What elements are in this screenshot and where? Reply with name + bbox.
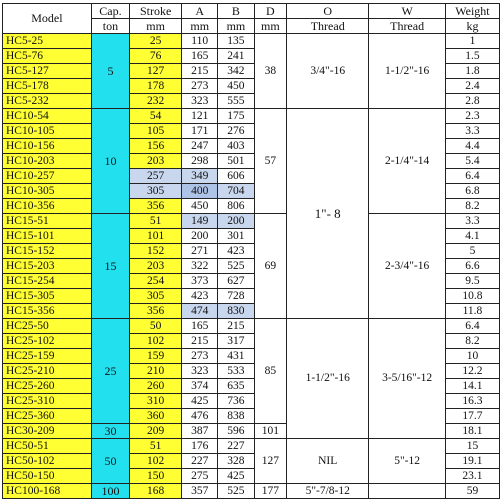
header-o: O — [287, 4, 369, 19]
a-cell: 423 — [182, 289, 218, 304]
model-cell: HC10-105 — [3, 124, 92, 139]
b-cell: 425 — [218, 469, 254, 484]
a-cell: 165 — [182, 319, 218, 334]
model-cell: HC25-102 — [3, 334, 92, 349]
a-cell: 374 — [182, 379, 218, 394]
w-thread-cell — [369, 484, 446, 499]
stroke-cell: 232 — [130, 94, 182, 109]
cap-cell: 30 — [91, 424, 129, 439]
weight-cell: 11.8 — [445, 304, 499, 319]
weight-cell: 19.1 — [445, 454, 499, 469]
d-cell: 38 — [254, 34, 287, 109]
header-weight: Weight — [445, 4, 499, 19]
header-cap-unit: ton — [91, 19, 129, 34]
a-cell: 121 — [182, 109, 218, 124]
model-cell: HC10-203 — [3, 154, 92, 169]
a-cell: 425 — [182, 394, 218, 409]
stroke-cell: 51 — [130, 439, 182, 454]
cap-cell: 5 — [91, 34, 129, 109]
model-cell: HC10-257 — [3, 169, 92, 184]
spec-table-wrapper — [2, 3, 500, 499]
a-cell: 349 — [182, 169, 218, 184]
model-cell: HC25-50 — [3, 319, 92, 334]
header-w: W — [369, 4, 446, 19]
model-cell: HC25-210 — [3, 364, 92, 379]
b-cell: 627 — [218, 274, 254, 289]
stroke-cell: 105 — [130, 124, 182, 139]
header-o-unit: Thread — [287, 19, 369, 34]
stroke-cell: 50 — [130, 319, 182, 334]
model-cell: HC100-168 — [3, 484, 92, 499]
stroke-cell: 25 — [130, 34, 182, 49]
b-cell: 838 — [218, 409, 254, 424]
stroke-cell: 159 — [130, 349, 182, 364]
o-thread-cell: 1-1/2"-16 — [287, 319, 369, 439]
weight-cell: 3.3 — [445, 124, 499, 139]
a-cell: 215 — [182, 64, 218, 79]
a-cell: 373 — [182, 274, 218, 289]
weight-cell: 9.5 — [445, 274, 499, 289]
a-cell: 273 — [182, 79, 218, 94]
table-row — [3, 484, 500, 499]
weight-cell: 6.4 — [445, 319, 499, 334]
model-cell: HC25-260 — [3, 379, 92, 394]
model-cell: HC25-159 — [3, 349, 92, 364]
weight-cell: 8.2 — [445, 199, 499, 214]
stroke-cell: 152 — [130, 244, 182, 259]
b-cell: 301 — [218, 229, 254, 244]
stroke-cell: 102 — [130, 334, 182, 349]
model-cell: HC10-356 — [3, 199, 92, 214]
weight-cell: 6.4 — [445, 169, 499, 184]
header-a-unit: mm — [182, 19, 218, 34]
table-row — [3, 439, 500, 454]
weight-cell: 59 — [445, 484, 499, 499]
model-cell: HC10-54 — [3, 109, 92, 124]
weight-cell: 5.4 — [445, 154, 499, 169]
stroke-cell: 209 — [130, 424, 182, 439]
a-cell: 322 — [182, 259, 218, 274]
weight-cell: 18.1 — [445, 424, 499, 439]
stroke-cell: 310 — [130, 394, 182, 409]
header-stroke: Stroke — [130, 4, 182, 19]
table-row — [3, 214, 500, 229]
a-cell: 215 — [182, 334, 218, 349]
a-cell: 171 — [182, 124, 218, 139]
model-cell: HC15-254 — [3, 274, 92, 289]
b-cell: 806 — [218, 199, 254, 214]
weight-cell: 2.8 — [445, 94, 499, 109]
weight-cell: 8.2 — [445, 334, 499, 349]
weight-cell: 6.8 — [445, 184, 499, 199]
header-model: Model — [3, 4, 92, 34]
d-cell: 57 — [254, 109, 287, 214]
d-cell: 101 — [254, 424, 287, 439]
model-cell: HC15-51 — [3, 214, 92, 229]
a-cell: 227 — [182, 454, 218, 469]
cap-cell: 25 — [91, 319, 129, 424]
a-cell: 387 — [182, 424, 218, 439]
stroke-cell: 178 — [130, 79, 182, 94]
cap-cell: 10 — [91, 109, 129, 214]
weight-cell: 15 — [445, 439, 499, 454]
header-stroke-unit: mm — [130, 19, 182, 34]
b-cell: 525 — [218, 259, 254, 274]
b-cell: 276 — [218, 124, 254, 139]
model-cell: HC15-356 — [3, 304, 92, 319]
model-cell: HC50-51 — [3, 439, 92, 454]
model-cell: HC30-209 — [3, 424, 92, 439]
b-cell: 533 — [218, 364, 254, 379]
model-cell: HC5-232 — [3, 94, 92, 109]
stroke-cell: 203 — [130, 259, 182, 274]
a-cell: 110 — [182, 34, 218, 49]
weight-cell: 4.1 — [445, 229, 499, 244]
b-cell: 135 — [218, 34, 254, 49]
model-cell: HC10-156 — [3, 139, 92, 154]
b-cell: 596 — [218, 424, 254, 439]
model-cell: HC15-152 — [3, 244, 92, 259]
stroke-cell: 54 — [130, 109, 182, 124]
cap-cell: 100 — [91, 484, 129, 499]
a-cell: 200 — [182, 229, 218, 244]
a-cell: 357 — [182, 484, 218, 499]
header-d: D — [254, 4, 287, 19]
header-w-unit: Thread — [369, 19, 446, 34]
a-cell: 176 — [182, 439, 218, 454]
b-cell: 215 — [218, 319, 254, 334]
stroke-cell: 127 — [130, 64, 182, 79]
weight-cell: 5 — [445, 244, 499, 259]
b-cell: 555 — [218, 94, 254, 109]
a-cell: 271 — [182, 244, 218, 259]
model-cell: HC5-76 — [3, 49, 92, 64]
weight-cell: 1.8 — [445, 64, 499, 79]
b-cell: 342 — [218, 64, 254, 79]
b-cell: 704 — [218, 184, 254, 199]
b-cell: 450 — [218, 79, 254, 94]
a-cell: 298 — [182, 154, 218, 169]
b-cell: 830 — [218, 304, 254, 319]
w-thread-cell: 2-1/4"-14 — [369, 109, 446, 214]
a-cell: 474 — [182, 304, 218, 319]
table-row — [3, 34, 500, 49]
stroke-cell: 305 — [130, 184, 182, 199]
weight-cell: 3.3 — [445, 214, 499, 229]
model-cell: HC10-305 — [3, 184, 92, 199]
b-cell: 241 — [218, 49, 254, 64]
header-cap: Cap. — [91, 4, 129, 19]
weight-cell: 2.3 — [445, 109, 499, 124]
weight-cell: 4.4 — [445, 139, 499, 154]
d-cell: 127 — [254, 439, 287, 484]
stroke-cell: 257 — [130, 169, 182, 184]
model-cell: HC50-102 — [3, 454, 92, 469]
o-thread-cell: NIL — [287, 439, 369, 484]
table-row — [3, 319, 500, 334]
b-cell: 175 — [218, 109, 254, 124]
model-cell: HC25-360 — [3, 409, 92, 424]
b-cell: 200 — [218, 214, 254, 229]
d-cell: 69 — [254, 214, 287, 319]
b-cell: 403 — [218, 139, 254, 154]
stroke-cell: 203 — [130, 154, 182, 169]
d-cell: 85 — [254, 319, 287, 424]
model-cell: HC5-25 — [3, 34, 92, 49]
b-cell: 328 — [218, 454, 254, 469]
stroke-cell: 102 — [130, 454, 182, 469]
weight-cell: 17.7 — [445, 409, 499, 424]
model-cell: HC15-101 — [3, 229, 92, 244]
b-cell: 635 — [218, 379, 254, 394]
stroke-cell: 360 — [130, 409, 182, 424]
model-cell: HC5-127 — [3, 64, 92, 79]
weight-cell: 16.3 — [445, 394, 499, 409]
header-b: B — [218, 4, 254, 19]
a-cell: 165 — [182, 49, 218, 64]
weight-cell: 10.8 — [445, 289, 499, 304]
a-cell: 149 — [182, 214, 218, 229]
b-cell: 525 — [218, 484, 254, 499]
stroke-cell: 168 — [130, 484, 182, 499]
model-cell: HC25-310 — [3, 394, 92, 409]
w-thread-cell: 3-5/16"-12 — [369, 319, 446, 439]
model-cell: HC5-178 — [3, 79, 92, 94]
a-cell: 247 — [182, 139, 218, 154]
a-cell: 275 — [182, 469, 218, 484]
b-cell: 728 — [218, 289, 254, 304]
d-cell: 177 — [254, 484, 287, 499]
b-cell: 606 — [218, 169, 254, 184]
stroke-cell: 150 — [130, 469, 182, 484]
o-thread-cell: 5"-7/8-12 — [287, 484, 369, 499]
table-row — [3, 109, 500, 124]
weight-cell: 1.5 — [445, 49, 499, 64]
cylinder-spec-table — [2, 3, 500, 499]
stroke-cell: 260 — [130, 379, 182, 394]
stroke-cell: 356 — [130, 304, 182, 319]
model-cell: HC50-150 — [3, 469, 92, 484]
a-cell: 323 — [182, 364, 218, 379]
cap-cell: 15 — [91, 214, 129, 319]
cap-cell: 50 — [91, 439, 129, 484]
b-cell: 431 — [218, 349, 254, 364]
weight-cell: 2.4 — [445, 79, 499, 94]
stroke-cell: 156 — [130, 139, 182, 154]
a-cell: 273 — [182, 349, 218, 364]
weight-cell: 10 — [445, 349, 499, 364]
w-thread-cell: 2-3/4"-16 — [369, 214, 446, 319]
stroke-cell: 76 — [130, 49, 182, 64]
header-row-1 — [3, 4, 500, 19]
stroke-cell: 210 — [130, 364, 182, 379]
b-cell: 501 — [218, 154, 254, 169]
w-thread-cell: 1-1/2"-16 — [369, 34, 446, 109]
a-cell: 400 — [182, 184, 218, 199]
a-cell: 450 — [182, 199, 218, 214]
w-thread-cell: 5"-12 — [369, 439, 446, 484]
weight-cell: 14.1 — [445, 379, 499, 394]
stroke-cell: 305 — [130, 289, 182, 304]
b-cell: 423 — [218, 244, 254, 259]
weight-cell: 23.1 — [445, 469, 499, 484]
b-cell: 317 — [218, 334, 254, 349]
header-a: A — [182, 4, 218, 19]
o-thread-cell: 1"- 8 — [287, 109, 369, 319]
weight-cell: 12.2 — [445, 364, 499, 379]
weight-cell: 6.6 — [445, 259, 499, 274]
header-weight-unit: kg — [445, 19, 499, 34]
b-cell: 736 — [218, 394, 254, 409]
weight-cell: 1 — [445, 34, 499, 49]
b-cell: 227 — [218, 439, 254, 454]
model-cell: HC15-203 — [3, 259, 92, 274]
o-thread-cell: 3/4"-16 — [287, 34, 369, 109]
stroke-cell: 254 — [130, 274, 182, 289]
stroke-cell: 101 — [130, 229, 182, 244]
header-b-unit: mm — [218, 19, 254, 34]
stroke-cell: 356 — [130, 199, 182, 214]
a-cell: 476 — [182, 409, 218, 424]
model-cell: HC15-305 — [3, 289, 92, 304]
header-d-unit: mm — [254, 19, 287, 34]
stroke-cell: 51 — [130, 214, 182, 229]
a-cell: 323 — [182, 94, 218, 109]
